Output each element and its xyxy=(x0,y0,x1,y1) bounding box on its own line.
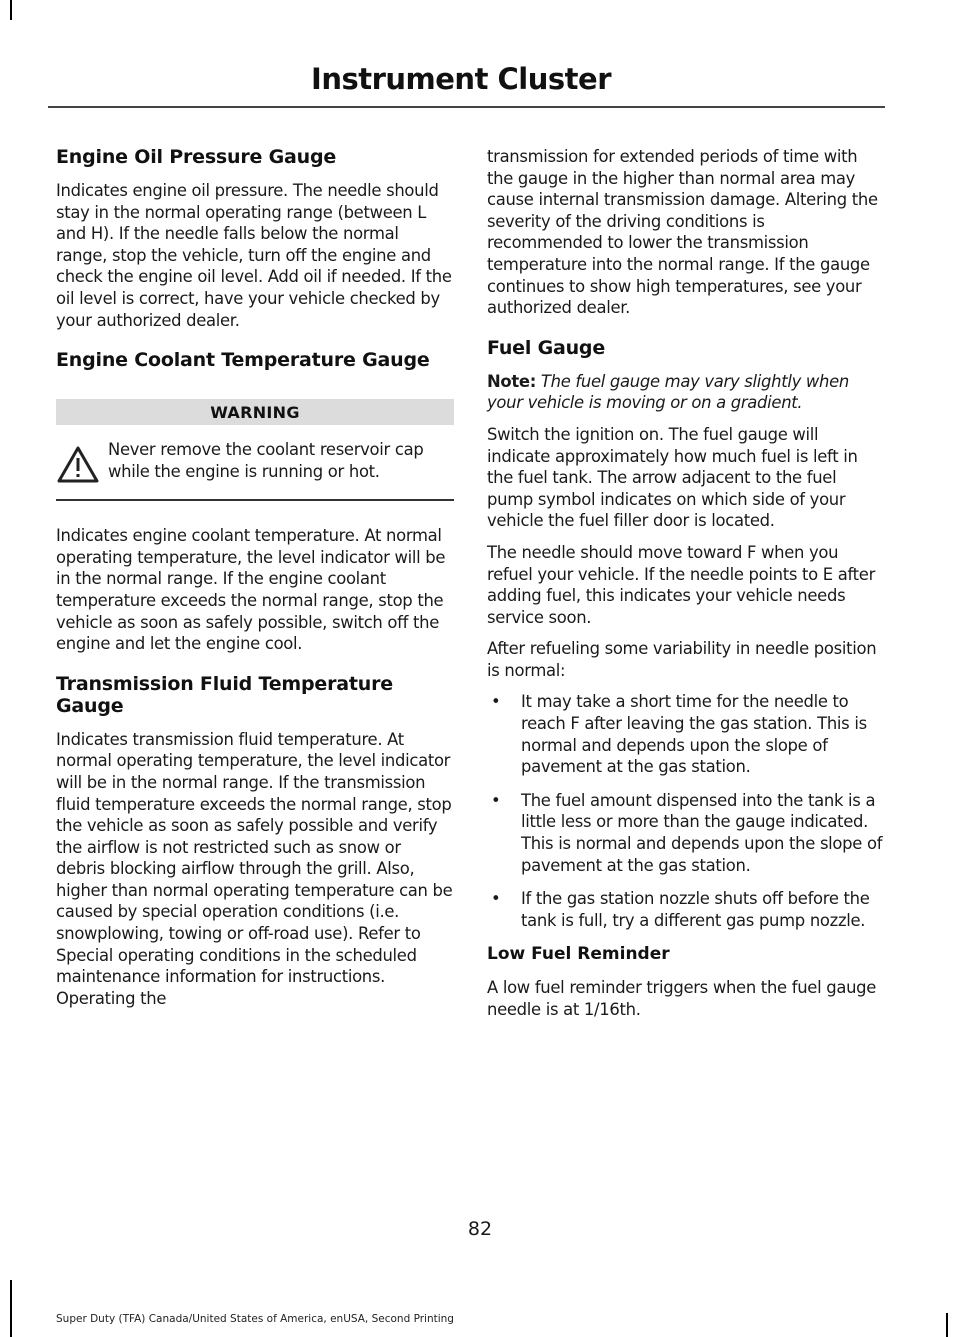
transmission-body-continued: transmission for extended periods of time with the gauge in the higher than normal area may cause internal transmission damage. Altering the severity of the driving conditions is recommended to lower the transmission temperature into the normal range. If the gauge continues to show high temperatures, see your authorized dealer. xyxy=(487,147,878,318)
bullet: • xyxy=(491,889,501,909)
fuel-paragraph-2: The needle should move toward F when you refuel your vehicle. If the needle points to E after adding fuel, this indicates your vehicle needs service soon. xyxy=(487,542,876,627)
header-divider xyxy=(48,106,885,108)
list-item: • If the gas station nozzle shuts off before the tank is full, try a different gas pump nozzle. xyxy=(491,889,870,930)
crop-mark xyxy=(946,1313,948,1337)
coolant-heading: Engine Coolant Temperature Gauge xyxy=(56,349,430,372)
fuel-bullet-list xyxy=(487,691,885,931)
crop-mark xyxy=(10,0,12,20)
warning-triangle-icon xyxy=(56,445,100,485)
oil-pressure-heading: Engine Oil Pressure Gauge xyxy=(56,146,337,168)
page-title: Instrument Cluster xyxy=(311,62,611,96)
note-label: Note: xyxy=(487,371,536,391)
crop-mark xyxy=(10,1280,12,1337)
list-item: • It may take a short time for the needle to reach F after leaving the gas station. This is normal and depends upon the slope of pavement at the gas station. xyxy=(491,692,867,777)
fuel-note xyxy=(487,371,885,414)
bullet: • xyxy=(491,692,501,712)
oil-pressure-body: Indicates engine oil pressure. The needle should stay in the normal operating range (between L and H). If the needle falls below the normal range, stop the vehicle, turn off the engine and check the engine oil level. Add oil if needed. If the oil level is correct, have your vehicle checked by your authorized dealer. xyxy=(56,181,452,330)
fuel-gauge-heading: Fuel Gauge xyxy=(487,336,606,359)
low-fuel-heading: Low Fuel Reminder xyxy=(487,944,670,965)
transmission-body: Indicates transmission fluid temperature. At normal operating temperature, the level indicator will be in the normal range. If the transmission fluid temperature exceeds the normal range, stop the vehicle as soon as safely possible and verify the airflow is not restricted such as snow or debris blocking airflow through the grill. Also, higher than normal operating temperature can be caused by special operation conditions (i.e. snowplowing, towing or off-road use). Refer to Special operating conditions in the scheduled maintenance information for instructions. Operating the xyxy=(56,729,453,1008)
warning-text: Never remove the coolant reservoir cap while the engine is running or hot. xyxy=(108,440,424,481)
page-number: 82 xyxy=(467,1218,493,1240)
right-column xyxy=(487,146,885,1031)
warning-banner xyxy=(56,399,454,425)
warning-divider xyxy=(56,499,454,501)
warning-label: WARNING xyxy=(210,402,300,422)
warning-box xyxy=(56,439,454,485)
bullet: • xyxy=(491,790,501,810)
note-text: The fuel gauge may vary slightly when your vehicle is moving or on a gradient. xyxy=(487,371,849,413)
fuel-paragraph-3: After refueling some variability in needle position is normal: xyxy=(487,639,877,680)
low-fuel-body: A low fuel reminder triggers when the fuel gauge needle is at 1/16th. xyxy=(487,978,877,1019)
left-column xyxy=(56,146,454,1019)
list-item: • The fuel amount dispensed into the tank is a little less or more than the gauge indicated. This is normal and depends upon the slope of pavement at the gas station. xyxy=(491,790,883,875)
transmission-heading: Transmission Fluid Temperature Gauge xyxy=(56,672,393,717)
footer-text: Super Duty (TFA) Canada/United States of America, enUSA, Second Printing xyxy=(56,1313,454,1325)
coolant-body: Indicates engine coolant temperature. At normal operating temperature, the level indicator will be in the normal range. If the engine coolant temperature exceeds the normal range, stop the vehicle as soon as safely possible, switch off the engine and let the engine cool. xyxy=(56,526,446,654)
fuel-paragraph-1: Switch the ignition on. The fuel gauge will indicate approximately how much fuel is left in the fuel tank. The arrow adjacent to the fuel pump symbol indicates on which side of your vehicle the fuel filler door is located. xyxy=(487,424,858,531)
